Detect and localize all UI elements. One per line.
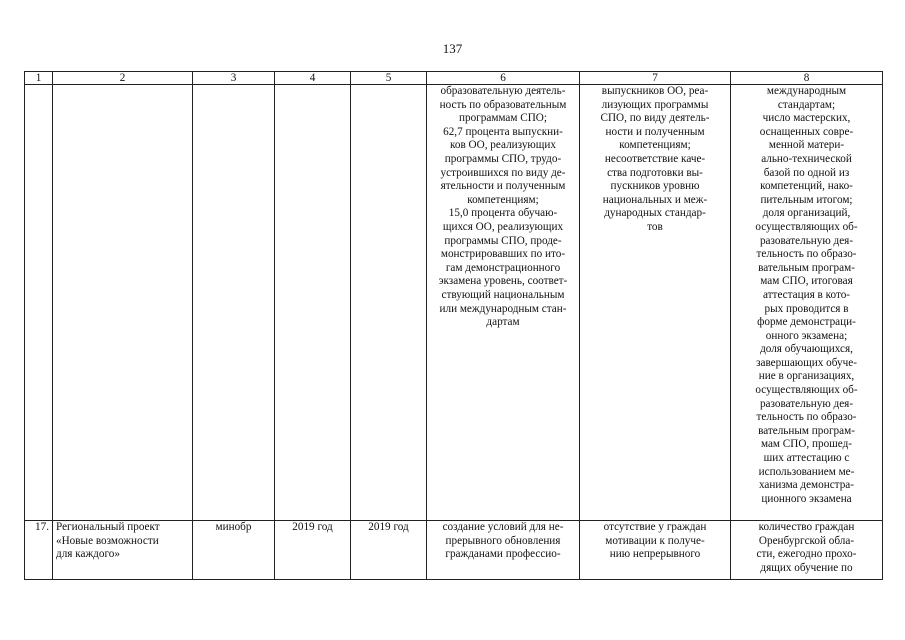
page-number: 137 (442, 41, 463, 56)
cell-start-year: 2019 год (275, 521, 351, 580)
text-line: базой по одной из (763, 166, 850, 179)
text-line: доля обучающихся, (760, 343, 853, 356)
cell-indicators (731, 521, 883, 580)
text-line: ние в организациях, (758, 370, 855, 383)
cell-expected-result (427, 521, 580, 580)
header-cell: 1 (25, 72, 53, 85)
header-cell: 3 (193, 72, 275, 85)
text-line: ших аттестацию с (763, 452, 850, 465)
text-line: отсутствие у граждан (603, 521, 707, 533)
text-line: мам СПО, прошед- (760, 438, 853, 451)
cell-risks (580, 85, 731, 521)
cell-c1 (25, 85, 53, 521)
text-line: дартам (486, 316, 520, 329)
text-line: менной матери- (768, 139, 845, 152)
text-line: несоответствие каче- (604, 152, 706, 165)
text-line: пительным итогом; (760, 193, 853, 206)
text-line: «Новые возможности (56, 534, 159, 547)
text-line: программы СПО, трудо- (444, 152, 562, 165)
text-line: компетенциям; (619, 139, 691, 152)
text-line: использованием ме- (758, 465, 855, 478)
cell-responsible: минобр (193, 521, 275, 580)
text-line: выпускников ОО, реа- (601, 85, 709, 97)
header-cell: 2 (53, 72, 193, 85)
cell-c4 (275, 85, 351, 521)
text-line: программы СПО, проде- (444, 234, 562, 247)
text-line: пускников уровню (610, 180, 700, 193)
header-cell: 5 (351, 72, 427, 85)
cell-project-name (53, 521, 193, 580)
header-cell: 6 (427, 72, 580, 85)
text-line: или международным стан- (439, 302, 567, 315)
text-line: создание условий для не- (442, 521, 564, 533)
text-line: компетенциям; (467, 193, 539, 206)
text-line: монстрировавших по ито- (440, 248, 566, 261)
text-line: лизующих программы (601, 98, 709, 111)
text-line: СПО, по виду деятель- (600, 112, 710, 125)
text-line: дящих обучение по (760, 561, 853, 574)
header-cell: 8 (731, 72, 883, 85)
text-line: оснащенных совре- (759, 125, 854, 138)
text-line: ствующий национальным (441, 288, 565, 301)
text-line: тельность по образо- (756, 411, 857, 424)
cell-target-indicators (427, 85, 580, 521)
header-cell: 4 (275, 72, 351, 85)
text-line: доля организаций, (762, 207, 851, 220)
text-line: щихся ОО, реализующих (442, 220, 564, 233)
cell-end-year: 2019 год (351, 521, 427, 580)
text-line: вательным програм- (758, 424, 855, 437)
text-line: сти, ежегодно прохо- (756, 548, 857, 561)
cell-indicators (731, 85, 883, 521)
text-line: тельность по образо- (756, 248, 857, 261)
text-line: тов (647, 220, 663, 233)
text-line: 15,0 процента обучаю- (448, 207, 558, 220)
text-line: ально-технической (761, 152, 852, 165)
text-line: ков ОО, реализующих (450, 139, 556, 152)
text-line: разовательную дея- (759, 397, 854, 410)
text-line: дународных стандар- (604, 207, 706, 220)
text-line: осуществляющих об- (755, 384, 858, 397)
header-cell: 7 (580, 72, 731, 85)
cell-c3 (193, 85, 275, 521)
text-line: ханизма демонстра- (758, 479, 854, 492)
text-line: стандартам; (777, 98, 836, 111)
cell-row-number: 17. (25, 521, 53, 580)
cell-c5 (351, 85, 427, 521)
text-line: Оренбургской обла- (758, 534, 855, 547)
text-line: вательным програм- (758, 261, 855, 274)
text-line: разовательную дея- (759, 234, 854, 247)
text-line: ционного экзамена (761, 492, 852, 505)
text-line: гражданами профессио- (445, 548, 561, 561)
text-line: онного экзамена; (765, 329, 848, 342)
text-line: ятельности и полученным (440, 180, 566, 193)
text-line: образовательную деятель- (440, 85, 566, 97)
text-line: ства подготовки вы- (607, 166, 703, 179)
text-line: 62,7 процента выпускни- (443, 125, 563, 138)
table-row-17 (25, 521, 883, 580)
text-line: Региональный проект (56, 521, 160, 533)
text-line: нию непрерывного (609, 548, 701, 561)
text-line: устроившихся по виду де- (440, 166, 566, 179)
text-line: рых проводится в (764, 302, 849, 315)
text-line: форме демонстраци- (757, 316, 856, 329)
text-line: аттестация в кото- (762, 288, 851, 301)
text-line: завершающих обуче- (756, 356, 857, 369)
text-line: компетенций, нако- (760, 180, 853, 193)
cell-risks (580, 521, 731, 580)
text-line: число мастерских, (762, 112, 851, 125)
text-line: мотивации к получе- (605, 534, 705, 547)
text-line: программам СПО; (459, 112, 547, 125)
cell-c2 (53, 85, 193, 521)
text-line: экзамена уровень, соответ- (438, 275, 568, 288)
text-line: национальных и меж- (602, 193, 708, 206)
text-line: количество граждан (758, 521, 855, 533)
text-line: для каждого» (56, 548, 120, 561)
text-line: осуществляющих об- (755, 220, 858, 233)
text-line: гам демонстрационного (445, 261, 561, 274)
document-table (24, 71, 883, 580)
text-line: прерывного обновления (445, 534, 561, 547)
text-line: мам СПО, итоговая (760, 275, 853, 288)
table-row-continuation (25, 85, 883, 521)
table-header-row (25, 72, 883, 85)
text-line: ность по образовательным (439, 98, 567, 111)
text-line: ности и полученным (605, 125, 705, 138)
text-line: международным (766, 85, 847, 97)
